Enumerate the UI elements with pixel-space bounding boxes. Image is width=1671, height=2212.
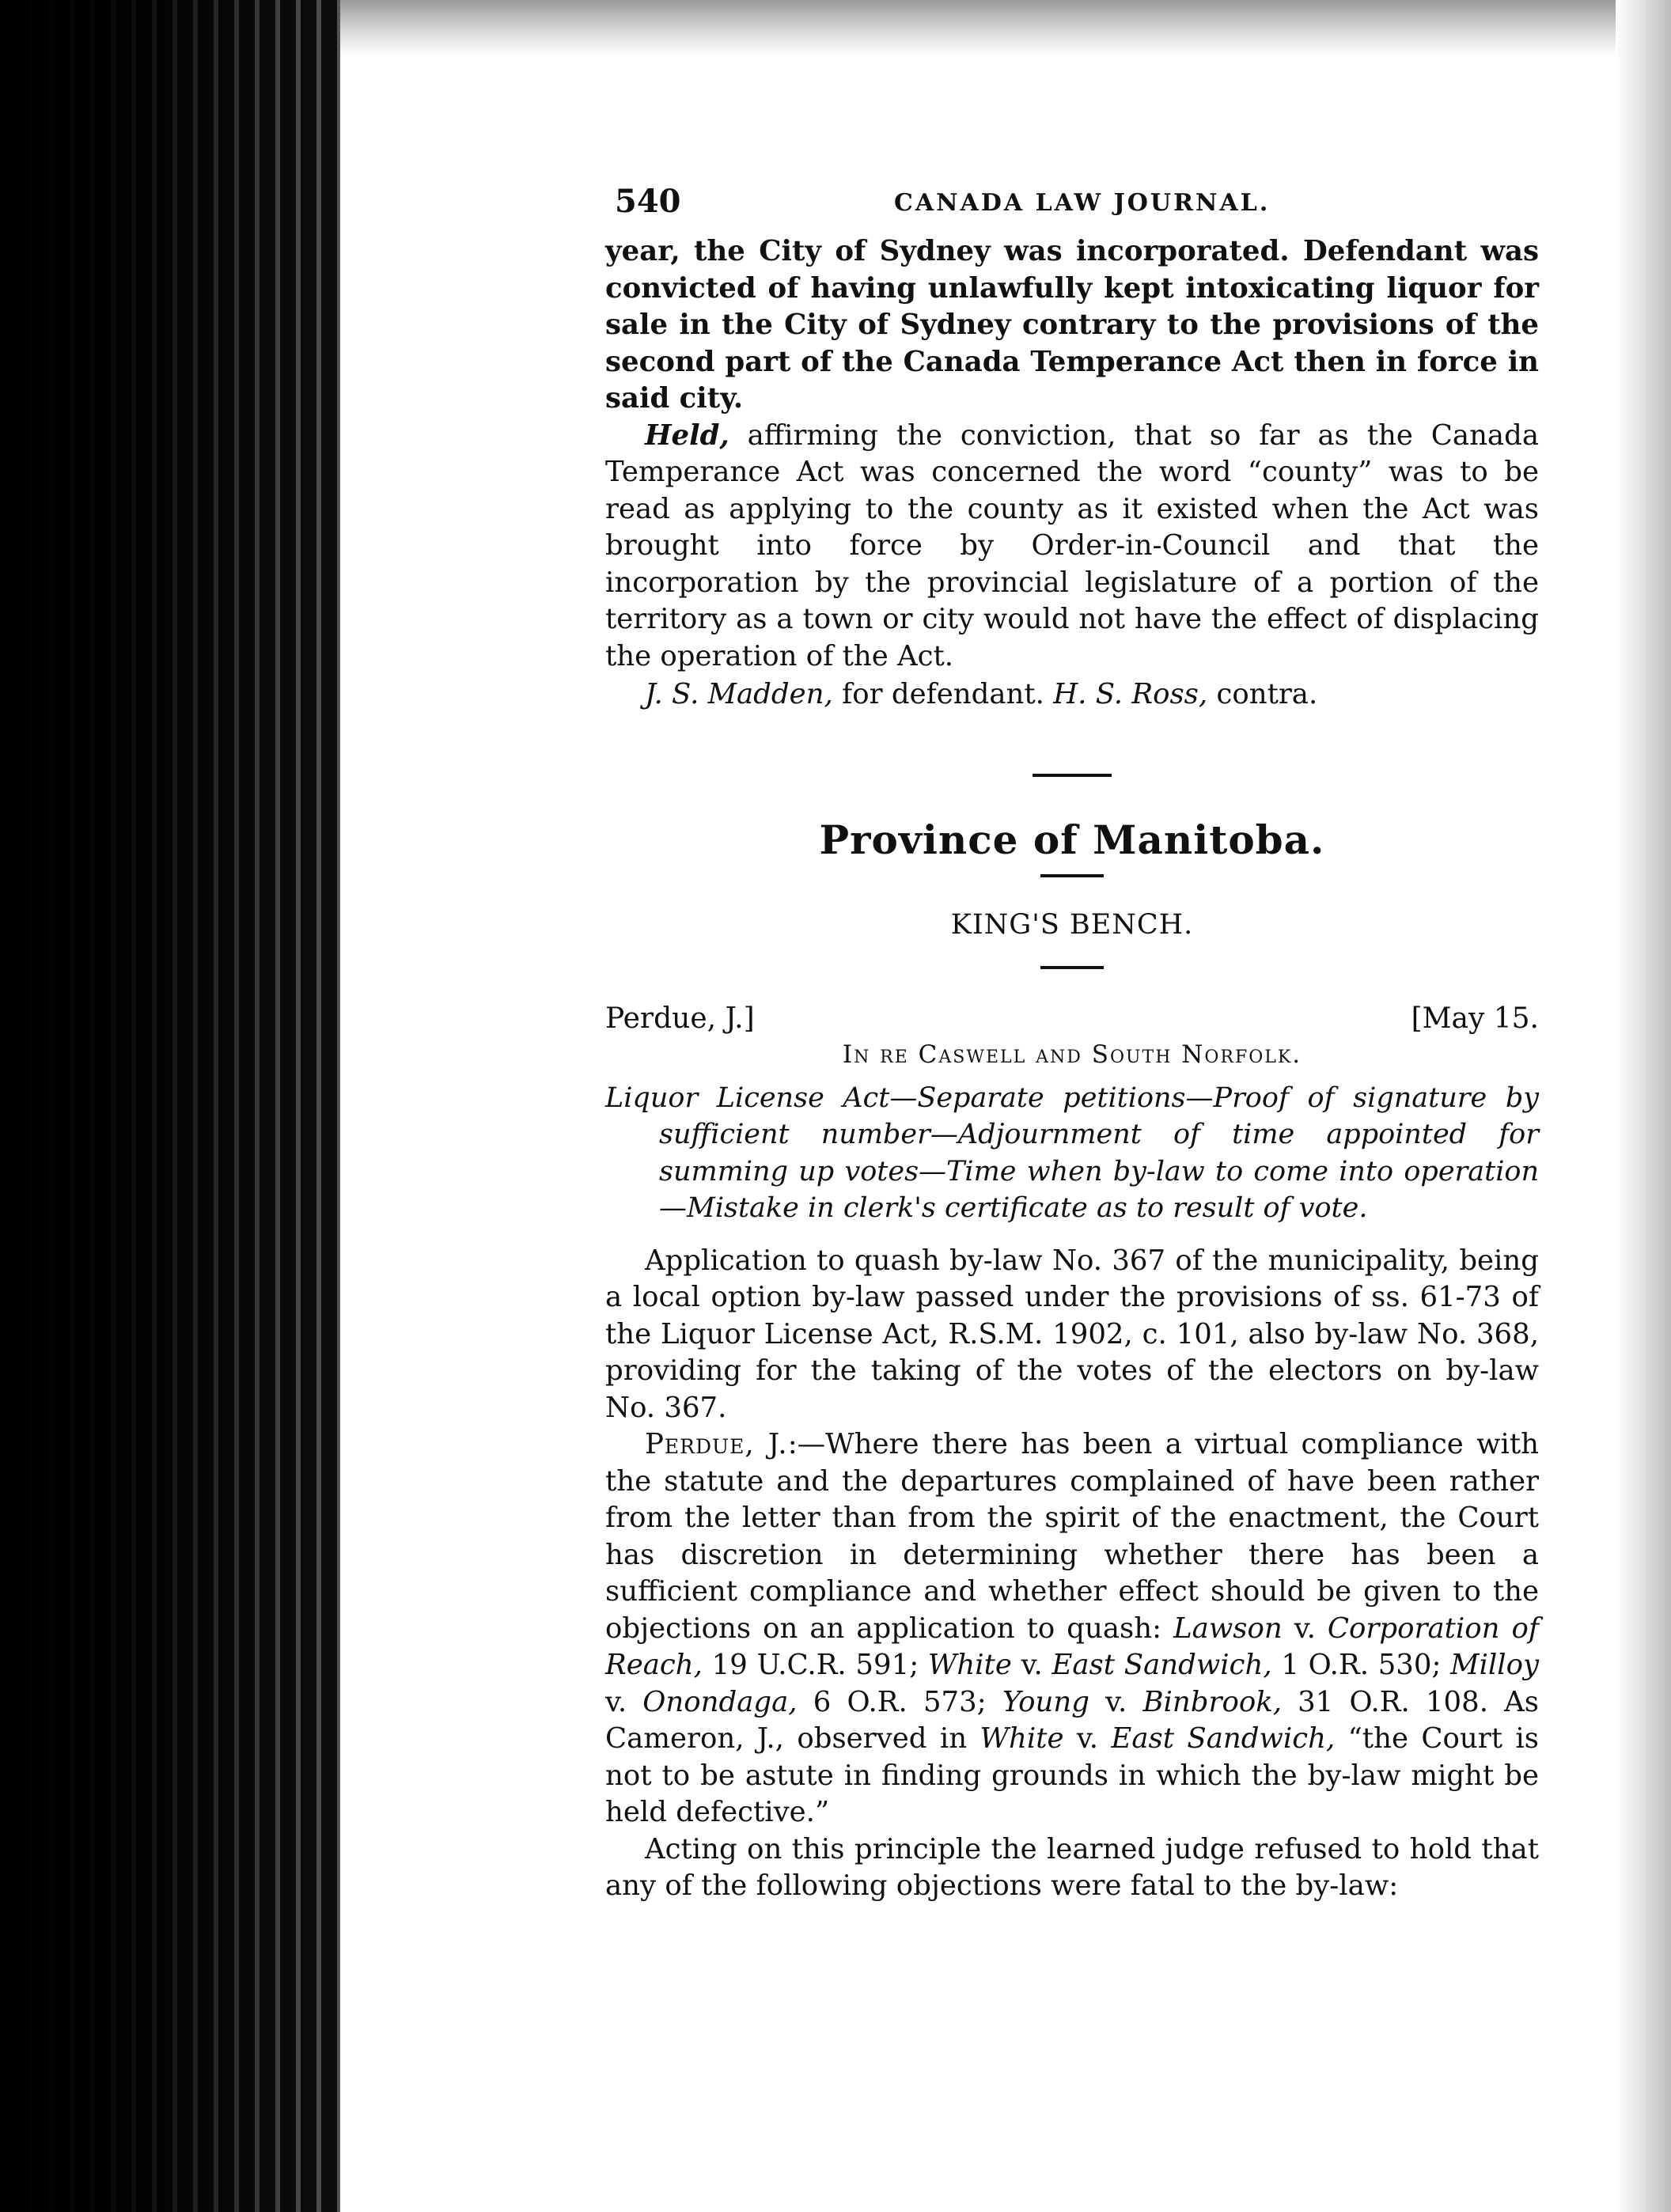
citation: White <box>979 1722 1064 1755</box>
citation: Corporation of Reach, <box>605 1612 1539 1681</box>
heading-rule <box>1040 874 1104 877</box>
judgment-text: :—Where there has been a virtual compliance with the statute and the departures complained of have been rather from the letter than from the spirit of the enactment, the Court has discretion in determining whether there has been a sufficient compliance and whether effect should be given to the objections on an application to quash: <box>605 1428 1539 1645</box>
counsel-line <box>605 676 1539 714</box>
section-divider <box>1033 774 1112 777</box>
judgment-paragraph <box>605 1426 1539 1831</box>
prior-case <box>605 233 1539 714</box>
counsel-defendant-role: for defendant. <box>832 678 1054 710</box>
case-date: [May 15. <box>1411 1002 1539 1035</box>
counsel-contra-name: H. S. Ross, <box>1053 678 1208 710</box>
counsel-defendant-name: J. S. Madden, <box>645 678 833 710</box>
citation: Binbrook, <box>1142 1685 1282 1718</box>
court-rule <box>1040 966 1104 969</box>
citation: Onondaga, <box>642 1685 798 1718</box>
citation-v: v. <box>1282 1612 1328 1645</box>
journal-title: CANADA LAW JOURNAL. <box>894 189 1271 217</box>
case-name: In re Caswell and South Norfolk. <box>842 1040 1302 1069</box>
case-headnote: Liquor License Act—Separate petitions—Proof of signature by sufficient number—Adjournment of time appointed for summing up votes—Time when by-law to come into operation—Mistake in clerk's certificate as to result of vote. <box>605 1081 1539 1224</box>
application-paragraph: Application to quash by-law No. 367 of the municipality, being a local option by-law passed under the provisions of ss. 61-73 of the Liquor License Act, R.S.M. 1902, c. 101, also by-law No. 368, providing for the taking of the votes of the electors on by-law No. 367. <box>605 1244 1539 1424</box>
scan-right-shadow <box>1616 0 1671 2212</box>
scan-binding-shadow <box>0 0 340 2212</box>
judgment-quote: “the Court is not to be astute in finding grounds in which the by-law might be held defective.” <box>605 1722 1539 1828</box>
page-number: 540 <box>615 183 681 220</box>
province-heading: Province of Manitoba. <box>819 816 1325 863</box>
citation-ref: 31 O.R. 108. As Cameron, J., observed in <box>605 1685 1540 1755</box>
document-page <box>605 178 1539 2021</box>
closing-paragraph: Acting on this principle the learned judge refused to hold that any of the following objections were fatal to the by-law: <box>605 1832 1539 1902</box>
held-text: affirming the conviction, that so far as the Canada Temperance Act was concerned the word “county” was to be read as applying to the county as it existed when the Act was brought into force by Order-in-Council and that the incorporation by the provincial legislature of a portion of the territory as a town or city would not have the effect of displacing the operation of the Act. <box>605 419 1539 672</box>
counsel-contra-role: contra. <box>1207 678 1318 710</box>
citation: Lawson <box>1173 1612 1283 1645</box>
citation-ref: 1 O.R. 530; <box>1271 1649 1451 1681</box>
case-judge: Perdue, J.] <box>605 1002 755 1035</box>
citation-ref: 19 U.C.R. 591; <box>702 1649 928 1681</box>
citation-v: v. <box>1011 1649 1052 1681</box>
citation-ref: 6 O.R. 573; <box>797 1685 1002 1718</box>
case-body <box>605 1243 1539 1905</box>
citation: East Sandwich, <box>1111 1722 1336 1755</box>
citation-v: v. <box>605 1685 643 1718</box>
held-paragraph <box>605 418 1539 676</box>
prior-case-paragraph: year, the City of Sydney was incorporated. Defendant was convicted of having unlawfully kept intoxicating liquor for sale in the City of Sydney contrary to the provisions of the second part of the Canada Temperance Act then in force in said city. <box>605 235 1539 415</box>
citation-v: v. <box>1089 1685 1143 1718</box>
citation-v: v. <box>1063 1722 1112 1755</box>
scan-top-shadow <box>340 0 1671 55</box>
running-head <box>605 178 1539 233</box>
citation: East Sandwich, <box>1051 1649 1272 1681</box>
citation: White <box>927 1649 1012 1681</box>
court-heading: KING'S BENCH. <box>950 908 1194 941</box>
citation: Young <box>1002 1685 1090 1718</box>
citation: Milloy <box>1450 1649 1539 1681</box>
judgment-judge-label: Perdue, J. <box>645 1428 788 1460</box>
held-label: Held, <box>645 419 729 452</box>
case-judge-line <box>605 1002 1539 1039</box>
